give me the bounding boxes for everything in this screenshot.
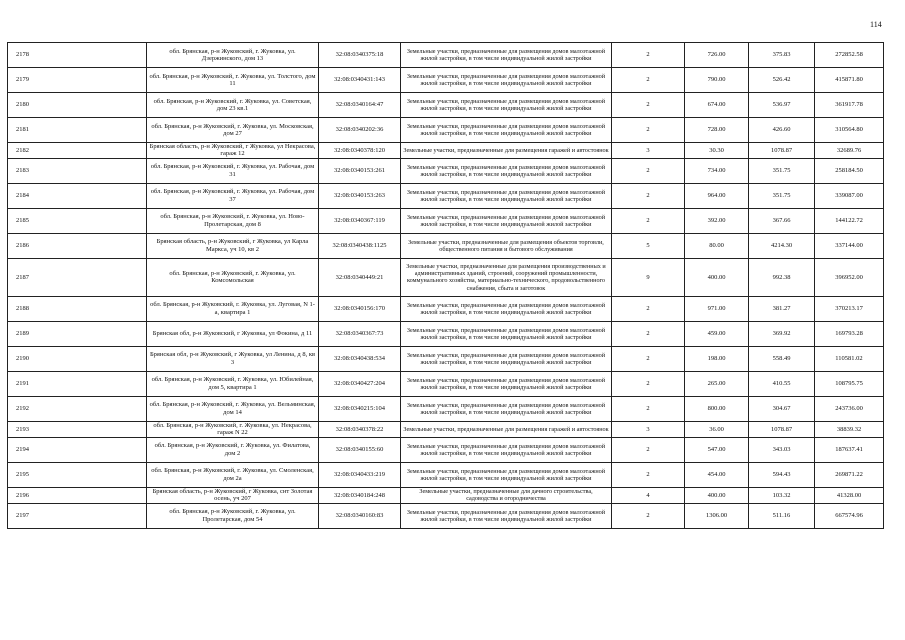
- table-row: [8, 396, 884, 421]
- group-code-cell: 2: [612, 43, 685, 68]
- group-code-cell: 3: [612, 143, 685, 159]
- row-number-cell: 2182: [8, 143, 147, 159]
- land-use-cell: Земельные участки, предназначенные для размещения домов малоэтажной жилой застройки, в том числе индивидуальной жилой застройки: [401, 93, 612, 118]
- land-use-cell: Земельные участки, предназначенные для размещения домов малоэтажной жилой застройки, в том числе индивидуальной жилой застройки: [401, 183, 612, 208]
- address-cell: Брянская обл, р-н Жуковский, г Жуковка, ул Ленина, д 8, кв 3: [147, 346, 319, 371]
- address-cell: обл. Брянская, р-н Жуковский, г. Жуковка, ул. Дзержинского, дом 13: [147, 43, 319, 68]
- area-cell: 392.00: [685, 208, 749, 233]
- address-cell: Брянская обл, р-н Жуковский, г Жуковка, ул Фокина, д 11: [147, 321, 319, 346]
- cadastral-number-cell: 32:08:0340438:1125: [319, 233, 401, 258]
- group-code-cell: 2: [612, 371, 685, 396]
- area-cell: 800.00: [685, 396, 749, 421]
- area-cell: 30.30: [685, 143, 749, 159]
- group-code-cell: 9: [612, 258, 685, 296]
- address-cell: обл. Брянская, р-н Жуковский, г. Жуковка, ул. Ново-Пролетарская, дом 8: [147, 208, 319, 233]
- row-number-cell: 2191: [8, 371, 147, 396]
- cadastral-value-cell: 396952.00: [815, 258, 884, 296]
- group-code-cell: 2: [612, 183, 685, 208]
- table-body: [8, 43, 884, 529]
- cadastral-value-cell: 310564.80: [815, 118, 884, 143]
- land-use-cell: Земельные участки, предназначенные для размещения домов малоэтажной жилой застройки, в том числе индивидуальной жилой застройки: [401, 43, 612, 68]
- area-cell: 198.00: [685, 346, 749, 371]
- land-use-cell: Земельные участки, предназначенные для размещения домов малоэтажной жилой застройки, в том числе индивидуальной жилой застройки: [401, 462, 612, 487]
- address-cell: обл. Брянская, р-н Жуковский, г. Жуковка, ул. Толстого, дом 11: [147, 68, 319, 93]
- land-use-cell: Земельные участки, предназначенные для размещения домов малоэтажной жилой застройки, в том числе индивидуальной жилой застройки: [401, 346, 612, 371]
- cadastral-number-cell: 32:08:0340367:119: [319, 208, 401, 233]
- address-cell: обл. Брянская, р-н Жуковский, г. Жуковка, ул. Рабочая, дом 37: [147, 183, 319, 208]
- specific-value-cell: 526.42: [749, 68, 815, 93]
- cadastral-value-cell: 370213.17: [815, 296, 884, 321]
- area-cell: 1306.00: [685, 503, 749, 528]
- land-use-cell: Земельные участки, предназначенные для размещения домов малоэтажной жилой застройки, в том числе индивидуальной жилой застройки: [401, 437, 612, 462]
- table-row: [8, 487, 884, 503]
- row-number-cell: 2180: [8, 93, 147, 118]
- area-cell: 734.00: [685, 158, 749, 183]
- group-code-cell: 2: [612, 321, 685, 346]
- specific-value-cell: 1078.87: [749, 421, 815, 437]
- table-row: [8, 118, 884, 143]
- cadastral-value-cell: 144122.72: [815, 208, 884, 233]
- address-cell: обл. Брянская, р-н Жуковский, г. Жуковка, ул. Рабочая, дом 31: [147, 158, 319, 183]
- land-use-cell: Земельные участки, предназначенные для размещения домов малоэтажной жилой застройки, в том числе индивидуальной жилой застройки: [401, 321, 612, 346]
- address-cell: обл. Брянская, р-н Жуковский, г. Жуковка, ул. Некрасова, гараж N 22: [147, 421, 319, 437]
- cadastral-number-cell: 32:08:0340184:248: [319, 487, 401, 503]
- specific-value-cell: 351.75: [749, 183, 815, 208]
- cadastral-number-cell: 32:08:0340431:143: [319, 68, 401, 93]
- specific-value-cell: 375.83: [749, 43, 815, 68]
- row-number-cell: 2197: [8, 503, 147, 528]
- land-use-cell: Земельные участки, предназначенные для размещения домов малоэтажной жилой застройки, в том числе индивидуальной жилой застройки: [401, 371, 612, 396]
- cadastral-value-cell: 667574.96: [815, 503, 884, 528]
- land-use-cell: Земельные участки, предназначенные для размещения домов малоэтажной жилой застройки, в том числе индивидуальной жилой застройки: [401, 208, 612, 233]
- row-number-cell: 2192: [8, 396, 147, 421]
- table-row: [8, 43, 884, 68]
- area-cell: 400.00: [685, 487, 749, 503]
- area-cell: 454.00: [685, 462, 749, 487]
- area-cell: 674.00: [685, 93, 749, 118]
- cadastral-value-cell: 272852.58: [815, 43, 884, 68]
- specific-value-cell: 304.67: [749, 396, 815, 421]
- address-cell: Брянская область, р-н Жуковский, г Жуковка, ул Некрасова, гараж 12: [147, 143, 319, 159]
- area-cell: 547.00: [685, 437, 749, 462]
- group-code-cell: 3: [612, 421, 685, 437]
- area-cell: 971.00: [685, 296, 749, 321]
- group-code-cell: 2: [612, 158, 685, 183]
- address-cell: обл. Брянская, р-н Жуковский, г. Жуковка, ул. Вельминская, дом 14: [147, 396, 319, 421]
- group-code-cell: 2: [612, 462, 685, 487]
- cadastral-value-cell: 415871.80: [815, 68, 884, 93]
- address-cell: обл. Брянская, р-н Жуковский, г. Жуковка, ул. Комсомольская: [147, 258, 319, 296]
- group-code-cell: 4: [612, 487, 685, 503]
- specific-value-cell: 369.92: [749, 321, 815, 346]
- row-number-cell: 2190: [8, 346, 147, 371]
- specific-value-cell: 558.49: [749, 346, 815, 371]
- land-use-cell: Земельные участки, предназначенные для размещения домов малоэтажной жилой застройки, в том числе индивидуальной жилой застройки: [401, 396, 612, 421]
- row-number-cell: 2185: [8, 208, 147, 233]
- table-row: [8, 258, 884, 296]
- cadastral-value-table: [7, 42, 884, 529]
- row-number-cell: 2194: [8, 437, 147, 462]
- table-row: [8, 233, 884, 258]
- land-use-cell: Земельные участки, предназначенные для размещения гаражей и автостоянок: [401, 421, 612, 437]
- row-number-cell: 2189: [8, 321, 147, 346]
- cadastral-value-cell: 243736.00: [815, 396, 884, 421]
- land-use-cell: Земельные участки, предназначенные для размещения домов малоэтажной жилой застройки, в том числе индивидуальной жилой застройки: [401, 158, 612, 183]
- row-number-cell: 2184: [8, 183, 147, 208]
- cadastral-number-cell: 32:08:0340153:261: [319, 158, 401, 183]
- address-cell: обл. Брянская, р-н Жуковский, г. Жуковка, ул. Московская, дом 27: [147, 118, 319, 143]
- table-row: [8, 421, 884, 437]
- table-row: [8, 93, 884, 118]
- land-use-cell: Земельные участки, предназначенные для размещения домов малоэтажной жилой застройки, в том числе индивидуальной жилой застройки: [401, 503, 612, 528]
- specific-value-cell: 426.60: [749, 118, 815, 143]
- specific-value-cell: 381.27: [749, 296, 815, 321]
- cadastral-number-cell: 32:08:0340156:170: [319, 296, 401, 321]
- group-code-cell: 2: [612, 118, 685, 143]
- specific-value-cell: 410.55: [749, 371, 815, 396]
- specific-value-cell: 103.32: [749, 487, 815, 503]
- land-use-cell: Земельные участки, предназначенные для дачного строительства, садоводства и огородничества: [401, 487, 612, 503]
- cadastral-number-cell: 32:08:0340155:60: [319, 437, 401, 462]
- row-number-cell: 2188: [8, 296, 147, 321]
- cadastral-value-cell: 108795.75: [815, 371, 884, 396]
- row-number-cell: 2179: [8, 68, 147, 93]
- row-number-cell: 2187: [8, 258, 147, 296]
- cadastral-number-cell: 32:08:0340164:47: [319, 93, 401, 118]
- row-number-cell: 2178: [8, 43, 147, 68]
- address-cell: Брянская область, р-н Жуковский, г Жуковка, ул Карла Маркса, уч 10, кв 2: [147, 233, 319, 258]
- cadastral-number-cell: 32:08:0340433:219: [319, 462, 401, 487]
- cadastral-value-cell: 38839.32: [815, 421, 884, 437]
- table-row: [8, 437, 884, 462]
- cadastral-value-cell: 361917.78: [815, 93, 884, 118]
- cadastral-number-cell: 32:08:0340375:18: [319, 43, 401, 68]
- page-number: 114: [870, 20, 882, 29]
- row-number-cell: 2193: [8, 421, 147, 437]
- area-cell: 36.00: [685, 421, 749, 437]
- specific-value-cell: 594.43: [749, 462, 815, 487]
- cadastral-number-cell: 32:08:0340367:73: [319, 321, 401, 346]
- address-cell: обл. Брянская, р-н Жуковский, г. Жуковка, ул. Юбилейная, дом 5, квартира 1: [147, 371, 319, 396]
- specific-value-cell: 4214.30: [749, 233, 815, 258]
- cadastral-value-cell: 41328.00: [815, 487, 884, 503]
- address-cell: обл. Брянская, р-н Жуковский, г. Жуковка, ул. Луговая, N 1-а, квартира 1: [147, 296, 319, 321]
- address-cell: обл. Брянская, р-н Жуковский, г. Жуковка, ул. Советская, дом 23 кв.1: [147, 93, 319, 118]
- row-number-cell: 2183: [8, 158, 147, 183]
- table-row: [8, 346, 884, 371]
- group-code-cell: 2: [612, 93, 685, 118]
- table-row: [8, 371, 884, 396]
- land-use-cell: Земельные участки, предназначенные для размещения объектов торговли, общественного питания и бытового обслуживания: [401, 233, 612, 258]
- group-code-cell: 2: [612, 437, 685, 462]
- cadastral-number-cell: 32:08:0340215:104: [319, 396, 401, 421]
- cadastral-value-cell: 187637.41: [815, 437, 884, 462]
- area-cell: 728.00: [685, 118, 749, 143]
- address-cell: обл. Брянская, р-н Жуковский, г. Жуковка, ул. Смоленская, дом 2а: [147, 462, 319, 487]
- row-number-cell: 2186: [8, 233, 147, 258]
- area-cell: 964.00: [685, 183, 749, 208]
- row-number-cell: 2181: [8, 118, 147, 143]
- cadastral-number-cell: 32:08:0340449:21: [319, 258, 401, 296]
- table-row: [8, 321, 884, 346]
- specific-value-cell: 511.16: [749, 503, 815, 528]
- area-cell: 400.00: [685, 258, 749, 296]
- specific-value-cell: 536.97: [749, 93, 815, 118]
- table-row: [8, 296, 884, 321]
- cadastral-value-cell: 337144.00: [815, 233, 884, 258]
- cadastral-value-cell: 169793.28: [815, 321, 884, 346]
- specific-value-cell: 1078.87: [749, 143, 815, 159]
- cadastral-value-cell: 269871.22: [815, 462, 884, 487]
- land-use-cell: Земельные участки, предназначенные для размещения производственных и административных зданий, строений, сооружений промышленности, коммунального хозяйства, материально-технического, продовольственного снабжения, сбыта и заготовок: [401, 258, 612, 296]
- cadastral-number-cell: 32:08:0340378:22: [319, 421, 401, 437]
- land-use-cell: Земельные участки, предназначенные для размещения домов малоэтажной жилой застройки, в том числе индивидуальной жилой застройки: [401, 68, 612, 93]
- cadastral-number-cell: 32:08:0340153:263: [319, 183, 401, 208]
- address-cell: Брянская область, р-н Жуковский, г Жуковка, снт Золотая осень, уч 207: [147, 487, 319, 503]
- area-cell: 80.00: [685, 233, 749, 258]
- area-cell: 726.00: [685, 43, 749, 68]
- land-use-cell: Земельные участки, предназначенные для размещения домов малоэтажной жилой застройки, в том числе индивидуальной жилой застройки: [401, 118, 612, 143]
- address-cell: обл. Брянская, р-н Жуковский, г. Жуковка, ул. Филатова, дом 2: [147, 437, 319, 462]
- specific-value-cell: 343.03: [749, 437, 815, 462]
- cadastral-number-cell: 32:08:0340160:83: [319, 503, 401, 528]
- specific-value-cell: 351.75: [749, 158, 815, 183]
- cadastral-number-cell: 32:08:0340202:36: [319, 118, 401, 143]
- cadastral-number-cell: 32:08:0340378:120: [319, 143, 401, 159]
- group-code-cell: 2: [612, 346, 685, 371]
- area-cell: 790.00: [685, 68, 749, 93]
- table-row: [8, 503, 884, 528]
- table-row: [8, 158, 884, 183]
- cadastral-value-cell: 258184.50: [815, 158, 884, 183]
- cadastral-value-cell: 110581.02: [815, 346, 884, 371]
- group-code-cell: 2: [612, 396, 685, 421]
- cadastral-value-cell: 32689.76: [815, 143, 884, 159]
- table-row: [8, 68, 884, 93]
- group-code-cell: 5: [612, 233, 685, 258]
- land-use-cell: Земельные участки, предназначенные для размещения домов малоэтажной жилой застройки, в том числе индивидуальной жилой застройки: [401, 296, 612, 321]
- area-cell: 265.00: [685, 371, 749, 396]
- table-row: [8, 208, 884, 233]
- group-code-cell: 2: [612, 503, 685, 528]
- group-code-cell: 2: [612, 208, 685, 233]
- row-number-cell: 2196: [8, 487, 147, 503]
- cadastral-value-cell: 339087.00: [815, 183, 884, 208]
- row-number-cell: 2195: [8, 462, 147, 487]
- address-cell: обл. Брянская, р-н Жуковский, г. Жуковка, ул. Пролетарская, дом 54: [147, 503, 319, 528]
- area-cell: 459.00: [685, 321, 749, 346]
- group-code-cell: 2: [612, 68, 685, 93]
- land-use-cell: Земельные участки, предназначенные для размещения гаражей и автостоянок: [401, 143, 612, 159]
- specific-value-cell: 992.38: [749, 258, 815, 296]
- cadastral-number-cell: 32:08:0340438:534: [319, 346, 401, 371]
- group-code-cell: 2: [612, 296, 685, 321]
- table-row: [8, 183, 884, 208]
- cadastral-number-cell: 32:08:0340427:204: [319, 371, 401, 396]
- table-row: [8, 462, 884, 487]
- specific-value-cell: 367.66: [749, 208, 815, 233]
- table-row: [8, 143, 884, 159]
